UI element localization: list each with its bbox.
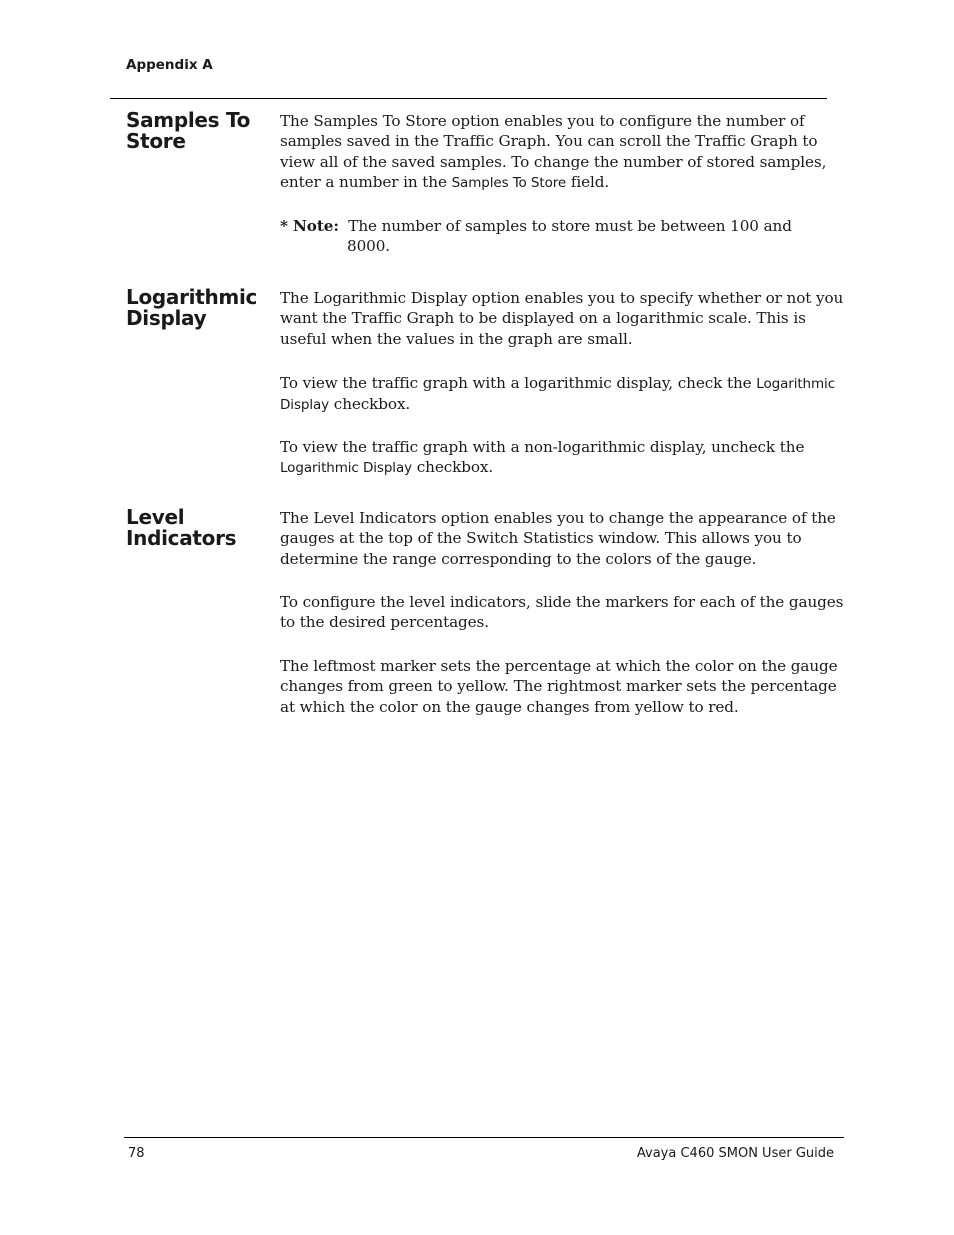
- note-label: * Note:: [280, 217, 339, 235]
- footer-title: Avaya C460 SMON User Guide: [636, 1146, 834, 1161]
- logarithmic-paragraph-1: The Logarithmic Display option enables you to specify whether or not you want the Traffic Graph to be displayed on a logarithmic scale. This is useful when the values in the graph are small.: [280, 289, 844, 348]
- section-heading-logarithmic-display: [126, 287, 271, 329]
- section-heading-level-indicators: [126, 507, 271, 549]
- note-text-continued: 8000.: [347, 237, 390, 256]
- running-header: Appendix A: [126, 57, 213, 73]
- text-run: checkbox.: [412, 458, 494, 477]
- footer-rule: [124, 1137, 844, 1138]
- text-run: The Samples To Store option enables you to configure the number of samples saved in the Traffic Graph. You can scroll the Traffic Graph to view all of the saved samples. To change the number of stored samples, enter a number in the: [280, 112, 827, 192]
- ui-term: Logarithmic Display: [280, 376, 836, 414]
- logarithmic-paragraph-3: [280, 437, 845, 479]
- heading-line: Logarithmic: [126, 285, 258, 309]
- text-run: checkbox.: [329, 395, 411, 414]
- heading-line: Level: [126, 505, 185, 529]
- heading-line: Indicators: [126, 526, 237, 550]
- heading-line: Store: [126, 129, 186, 153]
- ui-term: Logarithmic Display: [280, 460, 413, 477]
- samples-paragraph: [280, 111, 845, 194]
- level-paragraph-3: The leftmost marker sets the percentage at which the color on the gauge changes from green to yellow. The rightmost marker sets the percentage at which the color on the gauge changes from yellow to red.: [280, 657, 838, 716]
- text-run: field.: [566, 173, 610, 192]
- heading-line: Samples To: [126, 108, 251, 132]
- heading-line: Display: [126, 306, 207, 330]
- level-paragraph-1: The Level Indicators option enables you to change the appearance of the gauges at the top of the Switch Statistics window. This allows you to determine the range corresponding to the colors of the gauge.: [280, 509, 836, 568]
- logarithmic-paragraph-2: [280, 373, 845, 416]
- page-number: 78: [128, 1146, 145, 1161]
- ui-term: Samples To Store: [451, 175, 567, 192]
- header-rule: [110, 98, 827, 99]
- note-block: [280, 216, 840, 257]
- note-text: The number of samples to store must be between 100 and: [348, 217, 792, 235]
- level-paragraph-2: To configure the level indicators, slide the markers for each of the gauges to the desired percentages.: [280, 593, 844, 632]
- text-run: To view the traffic graph with a logarithmic display, check the: [280, 374, 757, 392]
- text-run: To view the traffic graph with a non-logarithmic display, uncheck the: [280, 438, 805, 456]
- section-heading-samples-to-store: [126, 110, 271, 152]
